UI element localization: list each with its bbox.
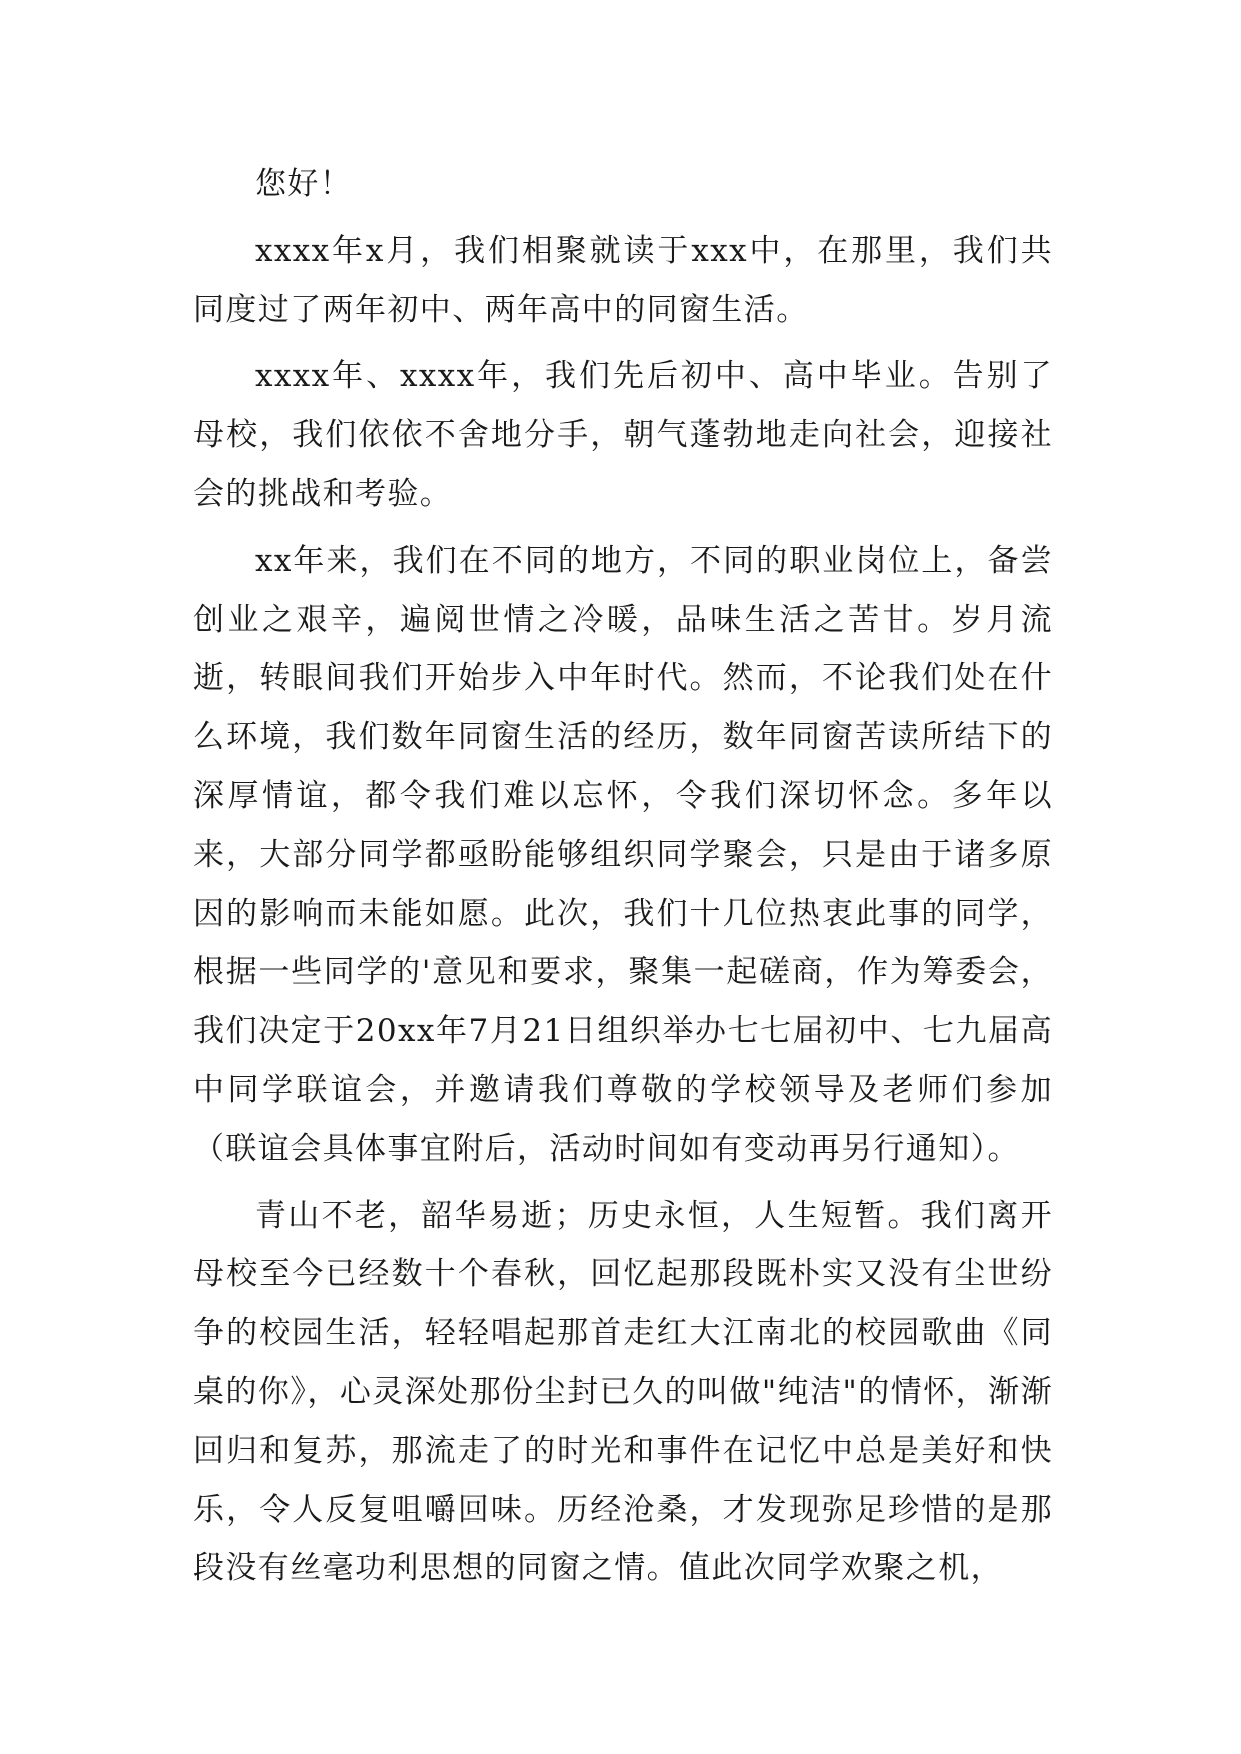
greeting-paragraph: 您好！	[255, 166, 353, 202]
paragraph-reunion-plan: xx年来，我们在不同的地方，不同的职业岗位上，备尝创业之艰辛，遍阅世情之冷暖，品味生活之苦甘。岁月流逝，转眼间我们开始步入中年时代。然而，不论我们处在什么环境，我们数年同窗生活的经历，数年同窗苦读所结下的深厚情谊，都令我们难以忘怀，令我们深切怀念。多年以来，大部分同学都亟盼能够组织同学聚会，只是由于诸多原因的影响而未能如愿。此次，我们十几位热衷此事的同学，根据一些同学的'意见和要求，聚集一起磋商，作为筹委会，我们决定于20xx年7月21日组织举办七七届初中、七九届高中同学联谊会，并邀请我们尊敬的学校领导及老师们参加（联谊会具体事宜附后，活动时间如有变动再另行通知）。	[193, 542, 1053, 1167]
paragraph-enrollment: xxxx年x月，我们相聚就读于xxx中，在那里，我们共同度过了两年初中、两年高中的同窗生活。	[193, 232, 1053, 328]
paragraph-graduation: xxxx年、xxxx年，我们先后初中、高中毕业。告别了母校，我们依依不舍地分手，朝气蓬勃地走向社会，迎接社会的挑战和考验。	[193, 358, 1053, 512]
paragraph-reminiscence: 青山不老，韶华易逝；历史永恒，人生短暂。我们离开母校至今已经数十个春秋，回忆起那段既朴实又没有尘世纷争的校园生活，轻轻唱起那首走红大江南北的校园歌曲《同桌的你》，心灵深处那份尘封已久的叫做"纯洁"的情怀，渐渐回归和复苏，那流走了的时光和事件在记忆中总是美好和快乐，令人反复咀嚼回味。历经沧桑，才发现弥足珍惜的是那段没有丝毫功利思想的同窗之情。值此次同学欢聚之机，	[193, 1197, 1053, 1587]
document-body	[193, 155, 1053, 1606]
